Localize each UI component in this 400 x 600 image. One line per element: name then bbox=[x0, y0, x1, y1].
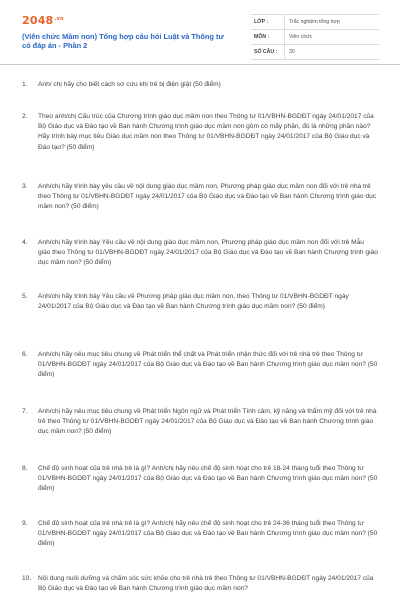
meta-row-class bbox=[251, 15, 379, 30]
question-item bbox=[22, 574, 378, 594]
logo-suffix: .vn bbox=[54, 16, 64, 22]
question-text: Anh/chị hãy trình bày Yêu cầu về Phương pháp giáo dục mầm non, theo Thông tư 01/VBHN-BGDĐT ngày 24/01/2017 của Bộ Giáo dục và Đào tạo về Ban hành Chương trình giáo dục mầm non? (50 điểm) bbox=[38, 293, 349, 311]
question-number: 4. bbox=[22, 239, 28, 246]
question-number: 3. bbox=[22, 183, 28, 190]
meta-value: Viên chức bbox=[284, 30, 379, 44]
question-number: 8. bbox=[22, 465, 28, 472]
question-number: 5. bbox=[22, 293, 28, 300]
meta-row-subject bbox=[251, 30, 379, 45]
question-item bbox=[22, 112, 378, 153]
question-text: Anh/chị hãy nêu mục tiêu chung về Phát triển Ngôn ngữ và Phát triển Tình cảm, kỹ năng và thẩm mỹ đối với trẻ nhà trẻ theo Thông tư 01/VBHN-BGDĐT ngày 24/01/2017 của Bộ Giáo dục và Đào tạo về Ban hành Chương trình giáo dục mầm non? (50 điểm) bbox=[38, 408, 377, 436]
question-number: 10. bbox=[22, 575, 32, 582]
question-text: Anh/chị hãy trình bày Yêu cầu về nội dung giáo dục mầm non, Phương pháp giáo dục mầm non đối với trẻ Mẫu giáo theo Thông tư 01/VBHN-BGDĐT ngày 24/01/2017 của Bộ Giáo dục và Đào tạo về Ban hành Chương trình giáo dục mầm non? (50 điểm) bbox=[38, 239, 378, 267]
question-item bbox=[22, 292, 378, 312]
meta-label: LỚP : bbox=[254, 19, 269, 25]
document-title: (Viên chức Mầm non) Tổng hợp câu hỏi Luật và Thông tư có đáp án - Phần 2 bbox=[22, 32, 224, 51]
question-text: Anh/ chị hãy cho biết cách sơ cứu khi trẻ bị điện giật (50 điểm) bbox=[38, 81, 221, 88]
meta-label: SỐ CÂU : bbox=[254, 49, 278, 55]
meta-row-question-count bbox=[251, 45, 379, 60]
meta-value: Trắc nghiệm tổng hợp bbox=[284, 15, 379, 29]
question-number: 1. bbox=[22, 81, 28, 88]
document-header bbox=[0, 0, 400, 64]
document-meta-table bbox=[251, 14, 379, 60]
question-number: 9. bbox=[22, 520, 28, 527]
question-item bbox=[22, 80, 378, 90]
question-text: Anh/chị hãy trình bày yêu cầu về nội dung giáo dục mầm non, Phương pháp giáo dục mầm non đối với trẻ nhà trẻ theo Thông tư 01/VBHN-BGDĐT ngày 24/01/2017 của Bộ Giáo dục và Đào tạo về Ban hành Chương trình giáo dục mầm non? (50 điểm) bbox=[38, 183, 377, 211]
question-item bbox=[22, 407, 378, 438]
header-divider bbox=[0, 64, 400, 65]
question-text: Theo anh/chị Cấu trúc của Chương trình giáo dục mầm non theo Thông tư 01/VBHN-BGDĐT ngày 24/01/2017 của Bộ Giáo dục và Đào tạo về Ban hành Chương trình giáo dục mầm non gồm có mấy phần, đó là những phần nào? Hãy trình bày mục tiêu Giáo dục mầm non theo Thông tư 01/VBHN-BGDĐT ngày 24/01/2017 của Bộ Giáo dục và Đào tạo? (50 điểm) bbox=[38, 113, 374, 151]
meta-value: 30 bbox=[284, 45, 379, 59]
question-number: 6. bbox=[22, 351, 28, 358]
logo-text: 2048 bbox=[22, 14, 54, 27]
question-text: Nội dung nuôi dưỡng và chăm sóc sức khỏe cho trẻ nhà trẻ theo Thông tư 01/VBHN-BGDĐT ngày 24/01/2017 của Bộ Giáo dục và Đào tạo về Ban hành Chương trình giáo dục mầm non? bbox=[38, 575, 374, 593]
question-number: 7. bbox=[22, 408, 28, 415]
question-text: Anh/chị hãy nêu mục tiêu chung về Phát triển thể chất và Phát triển nhận thức đối với trẻ nhà trẻ theo Thông tư 01/VBHN-BGDĐT ngày 24/01/2017 của Bộ Giáo dục và Đào tạo về Ban hành Chương trình giáo dục mầm non? (50 điểm) bbox=[38, 351, 378, 379]
question-item bbox=[22, 182, 378, 213]
meta-label: MÔN : bbox=[254, 34, 270, 40]
question-number: 2. bbox=[22, 113, 28, 120]
question-item bbox=[22, 519, 378, 550]
question-item bbox=[22, 238, 378, 269]
question-item bbox=[22, 350, 378, 381]
question-text: Chế độ sinh hoạt của trẻ nhà trẻ là gì? Anh/chị hãy nêu chế độ sinh hoạt cho trẻ 18-24 tháng tuổi theo Thông tư 01/VBHN-BGDĐT ngày 24/01/2017 của Bộ Giáo dục và Đào tạo về Ban hành Chương trình giáo dục mầm non? (50 điểm) bbox=[38, 465, 378, 493]
question-item bbox=[22, 464, 378, 495]
question-text: Chế độ sinh hoạt của trẻ nhà trẻ là gì? Anh/chị hãy nêu chế độ sinh hoạt cho trẻ 24-36 tháng tuổi theo Thông tư 01/VBHN-BGDĐT ngày 24/01/2017 của Bộ Giáo dục và Đào tạo về Ban hành Chương trình giáo dục mầm non? (50 điểm) bbox=[38, 520, 378, 548]
